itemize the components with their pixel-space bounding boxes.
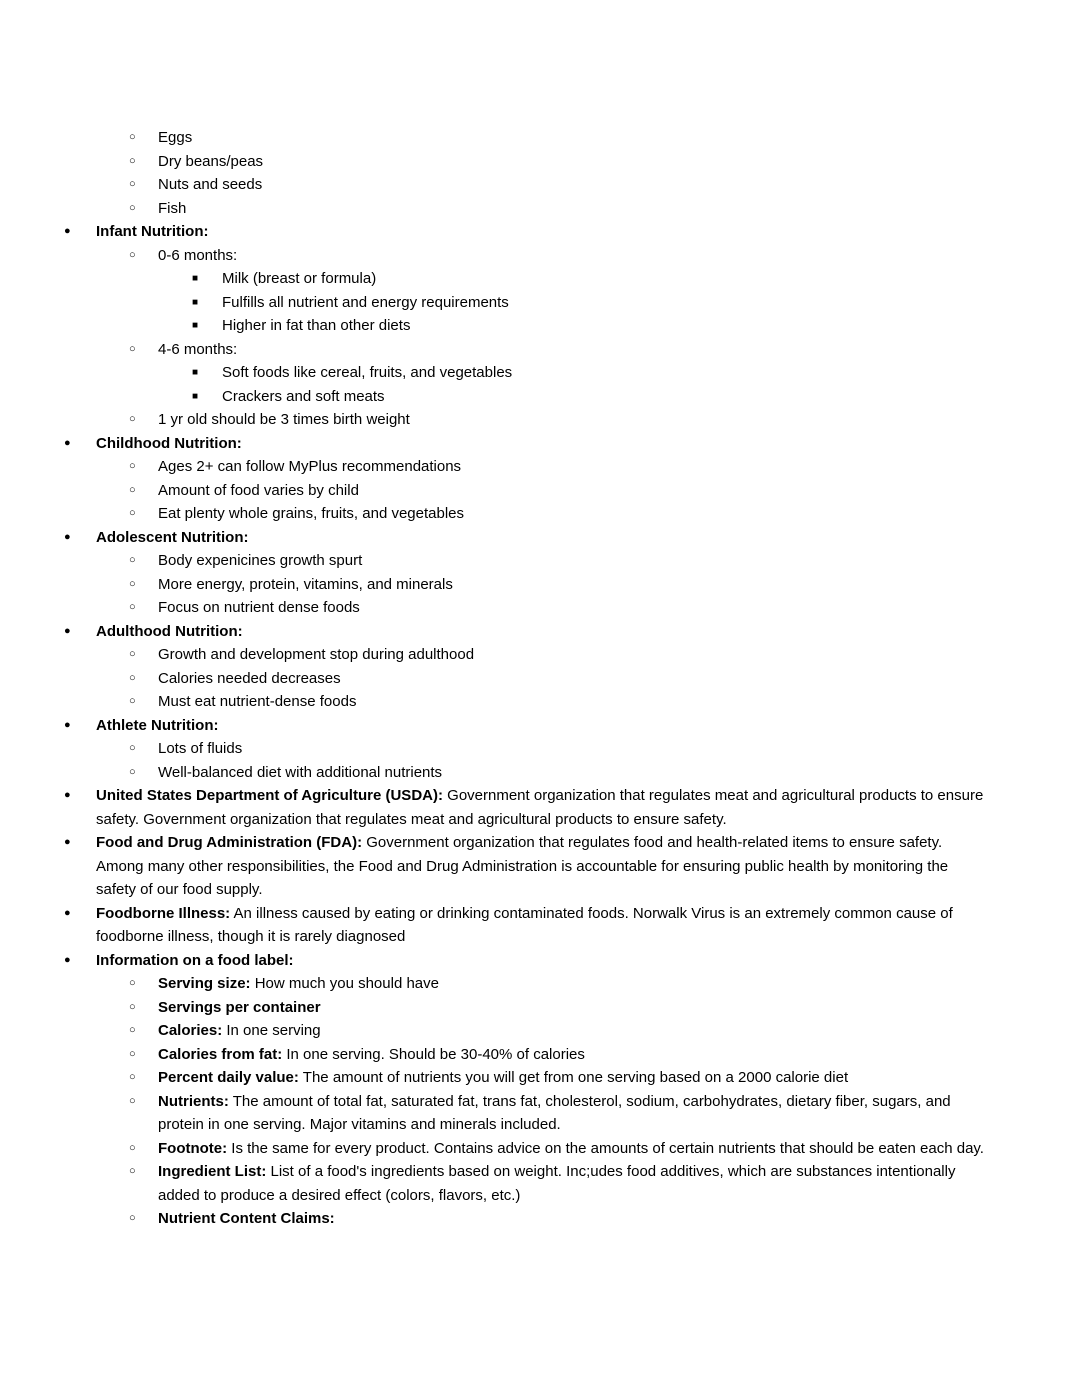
circle-bullet-icon: ○ xyxy=(129,671,136,684)
list-item xyxy=(0,455,1080,479)
list-item xyxy=(0,690,1080,714)
list-item xyxy=(0,502,1080,526)
list-item-term: Athlete Nutrition: xyxy=(96,716,219,734)
list-item-text: Foodborne Illness: An illness caused by eating or drinking contaminated foods. Norwalk Virus is an extremely common cause of foodborne illness, though it is rarely diagnosed xyxy=(96,904,953,945)
list-item xyxy=(0,549,1080,573)
list-item-text xyxy=(96,526,985,550)
square-bullet-icon: ■ xyxy=(192,390,199,402)
circle-bullet-icon: ○ xyxy=(129,1141,136,1154)
list-item-term: Footnote: xyxy=(158,1139,228,1157)
circle-bullet-icon: ○ xyxy=(129,201,136,214)
circle-bullet-icon: ○ xyxy=(129,483,136,496)
list-item xyxy=(0,1207,1080,1231)
list-item-text: Eat plenty whole grains, fruits, and vegetables xyxy=(158,505,465,522)
circle-bullet-icon: ○ xyxy=(129,648,136,660)
list-item-term: Ingredient List: xyxy=(158,1163,267,1180)
list-item-term: Adolescent Nutrition: xyxy=(96,528,249,546)
list-item-text xyxy=(158,1207,985,1231)
circle-bullet-icon: ○ xyxy=(129,131,136,143)
circle-bullet-icon: ○ xyxy=(129,1094,136,1107)
document-body xyxy=(0,126,1080,1231)
disc-bullet-icon: ● xyxy=(64,789,71,801)
list-item xyxy=(0,949,1080,973)
list-item xyxy=(0,643,1080,667)
list-item xyxy=(0,126,1080,150)
list-item xyxy=(0,737,1080,761)
list-item-text: 4-6 months: xyxy=(158,340,238,358)
list-item-term: Servings per container xyxy=(158,998,321,1016)
square-bullet-icon: ■ xyxy=(192,367,199,378)
list-item-text: Dry beans/peas xyxy=(158,152,264,170)
list-item-term: Foodborne Illness: xyxy=(96,904,231,922)
list-item-text: Higher in fat than other diets xyxy=(222,317,411,334)
disc-bullet-icon: ● xyxy=(64,624,71,637)
square-bullet-icon: ■ xyxy=(192,296,199,308)
circle-bullet-icon: ○ xyxy=(129,1165,136,1177)
list-item xyxy=(0,1043,1080,1067)
list-item-term: United States Department of Agriculture (USDA): xyxy=(96,787,443,804)
list-item xyxy=(0,667,1080,691)
circle-bullet-icon: ○ xyxy=(129,742,136,754)
list-item-text: More energy, protein, vitamins, and minerals xyxy=(158,575,453,593)
list-item-text: Must eat nutrient-dense foods xyxy=(158,693,357,710)
circle-bullet-icon: ○ xyxy=(129,977,136,989)
list-item-term: Infant Nutrition: xyxy=(96,223,209,240)
circle-bullet-icon: ○ xyxy=(129,1047,136,1060)
circle-bullet-icon: ○ xyxy=(129,460,136,472)
disc-bullet-icon: ● xyxy=(64,530,71,543)
circle-bullet-icon: ○ xyxy=(129,1024,136,1036)
disc-bullet-icon: ● xyxy=(64,906,71,919)
list-item-text: Fish xyxy=(158,199,187,217)
list-item-term: Nutrients: xyxy=(158,1092,229,1110)
list-item-text: Eggs xyxy=(158,129,193,146)
circle-bullet-icon: ○ xyxy=(129,765,136,778)
list-item-text: 1 yr old should be 3 times birth weight xyxy=(158,411,410,428)
list-item-term: Calories: xyxy=(158,1022,223,1039)
disc-bullet-icon: ● xyxy=(64,718,71,731)
list-item-term: Childhood Nutrition: xyxy=(96,434,242,452)
list-item xyxy=(0,220,1080,244)
circle-bullet-icon: ○ xyxy=(129,342,136,355)
list-item xyxy=(0,244,1080,268)
list-item-text xyxy=(96,432,985,456)
list-item-text: Fulfills all nutrient and energy requirements xyxy=(222,293,509,311)
list-item xyxy=(0,1160,1080,1207)
list-item xyxy=(0,1019,1080,1043)
list-item-term: Percent daily value: xyxy=(158,1069,299,1086)
list-item xyxy=(0,573,1080,597)
list-item-text: United States Department of Agriculture (USDA): Government organization that regulates meat and agricultural products to ensure safety. Government organization that regulates meat and agricultural products to ensure safety. xyxy=(96,787,984,828)
list-item-text: Lots of fluids xyxy=(158,740,243,757)
list-item xyxy=(0,902,1080,949)
list-item-text: Ages 2+ can follow MyPlus recommendations xyxy=(158,458,462,475)
disc-bullet-icon: ● xyxy=(64,436,71,449)
list-item xyxy=(0,197,1080,221)
list-item-term: Nutrient Content Claims: xyxy=(158,1210,335,1227)
list-item-text xyxy=(96,220,985,244)
list-item-text xyxy=(96,949,985,973)
list-item-text: Milk (breast or formula) xyxy=(222,270,377,287)
list-item xyxy=(0,385,1080,409)
list-item-text: Soft foods like cereal, fruits, and vegetables xyxy=(222,364,513,381)
list-item xyxy=(0,996,1080,1020)
list-item xyxy=(0,291,1080,315)
list-item xyxy=(0,267,1080,291)
list-item-text: Footnote: Is the same for every product. Contains advice on the amounts of certain nutrients that should be eaten each day. xyxy=(158,1139,984,1157)
list-item-text: Calories from fat: In one serving. Should be 30-40% of calories xyxy=(158,1045,585,1063)
list-item xyxy=(0,408,1080,432)
circle-bullet-icon: ○ xyxy=(129,1212,136,1224)
circle-bullet-icon: ○ xyxy=(129,248,136,261)
list-item xyxy=(0,784,1080,831)
list-item-text: Nutrients: The amount of total fat, saturated fat, trans fat, cholesterol, sodium, carbohydrates, dietary fiber, sugars, and protein in one serving. Major vitamins and minerals included. xyxy=(158,1092,951,1133)
circle-bullet-icon: ○ xyxy=(129,695,136,707)
list-item xyxy=(0,831,1080,902)
circle-bullet-icon: ○ xyxy=(129,507,136,519)
list-item-text: Percent daily value: The amount of nutrients you will get from one serving based on a 2000 calorie diet xyxy=(158,1069,849,1086)
list-item-text xyxy=(96,620,985,644)
list-item-text: Crackers and soft meats xyxy=(222,387,385,405)
list-item-text: Focus on nutrient dense foods xyxy=(158,599,360,616)
square-bullet-icon: ■ xyxy=(192,320,199,331)
list-item xyxy=(0,314,1080,338)
list-item xyxy=(0,620,1080,644)
square-bullet-icon: ■ xyxy=(192,273,199,284)
disc-bullet-icon: ● xyxy=(64,836,71,848)
list-item xyxy=(0,361,1080,385)
list-item-text: Calories needed decreases xyxy=(158,669,341,687)
circle-bullet-icon: ○ xyxy=(129,1000,136,1013)
list-item-term: Calories from fat: xyxy=(158,1045,283,1063)
list-item xyxy=(0,432,1080,456)
list-item xyxy=(0,1090,1080,1137)
list-item-term: Adulthood Nutrition: xyxy=(96,622,243,640)
circle-bullet-icon: ○ xyxy=(129,154,136,167)
list-item-text xyxy=(158,996,985,1020)
circle-bullet-icon: ○ xyxy=(129,554,136,566)
circle-bullet-icon: ○ xyxy=(129,178,136,190)
list-item-text: Body expenicines growth spurt xyxy=(158,552,363,569)
list-item xyxy=(0,1137,1080,1161)
list-item-text: 0-6 months: xyxy=(158,246,238,264)
list-item-text: Ingredient List: List of a food's ingredients based on weight. Inc;udes food additives, which are substances intentionally added to produce a desired effect (colors, flavors, etc.) xyxy=(158,1163,956,1204)
circle-bullet-icon: ○ xyxy=(129,601,136,613)
list-item xyxy=(0,714,1080,738)
list-item-text: Food and Drug Administration (FDA): Government organization that regulates food and health-related items to ensure safety. Among many other responsibilities, the Food and Drug Administration is accountable for ensuring public health by monitoring the safety of our food supply. xyxy=(96,834,949,898)
list-item-text: Calories: In one serving xyxy=(158,1022,321,1039)
list-item-text: Well-balanced diet with additional nutrients xyxy=(158,763,443,781)
list-item-text: Serving size: How much you should have xyxy=(158,975,439,992)
list-item xyxy=(0,761,1080,785)
list-item xyxy=(0,972,1080,996)
disc-bullet-icon: ● xyxy=(64,225,71,237)
list-item-term: Food and Drug Administration (FDA): xyxy=(96,834,363,851)
list-item-text: Growth and development stop during adulthood xyxy=(158,646,475,663)
list-item xyxy=(0,173,1080,197)
list-item xyxy=(0,479,1080,503)
list-item-term: Serving size: xyxy=(158,975,251,992)
list-item-text: Amount of food varies by child xyxy=(158,481,359,499)
list-item-term: Information on a food label: xyxy=(96,951,294,969)
list-item xyxy=(0,596,1080,620)
disc-bullet-icon: ● xyxy=(64,953,71,966)
circle-bullet-icon: ○ xyxy=(129,413,136,425)
list-item xyxy=(0,150,1080,174)
list-item-text xyxy=(96,714,985,738)
circle-bullet-icon: ○ xyxy=(129,577,136,590)
list-item-text: Nuts and seeds xyxy=(158,176,263,193)
circle-bullet-icon: ○ xyxy=(129,1071,136,1083)
list-item xyxy=(0,526,1080,550)
list-item xyxy=(0,1066,1080,1090)
list-item xyxy=(0,338,1080,362)
